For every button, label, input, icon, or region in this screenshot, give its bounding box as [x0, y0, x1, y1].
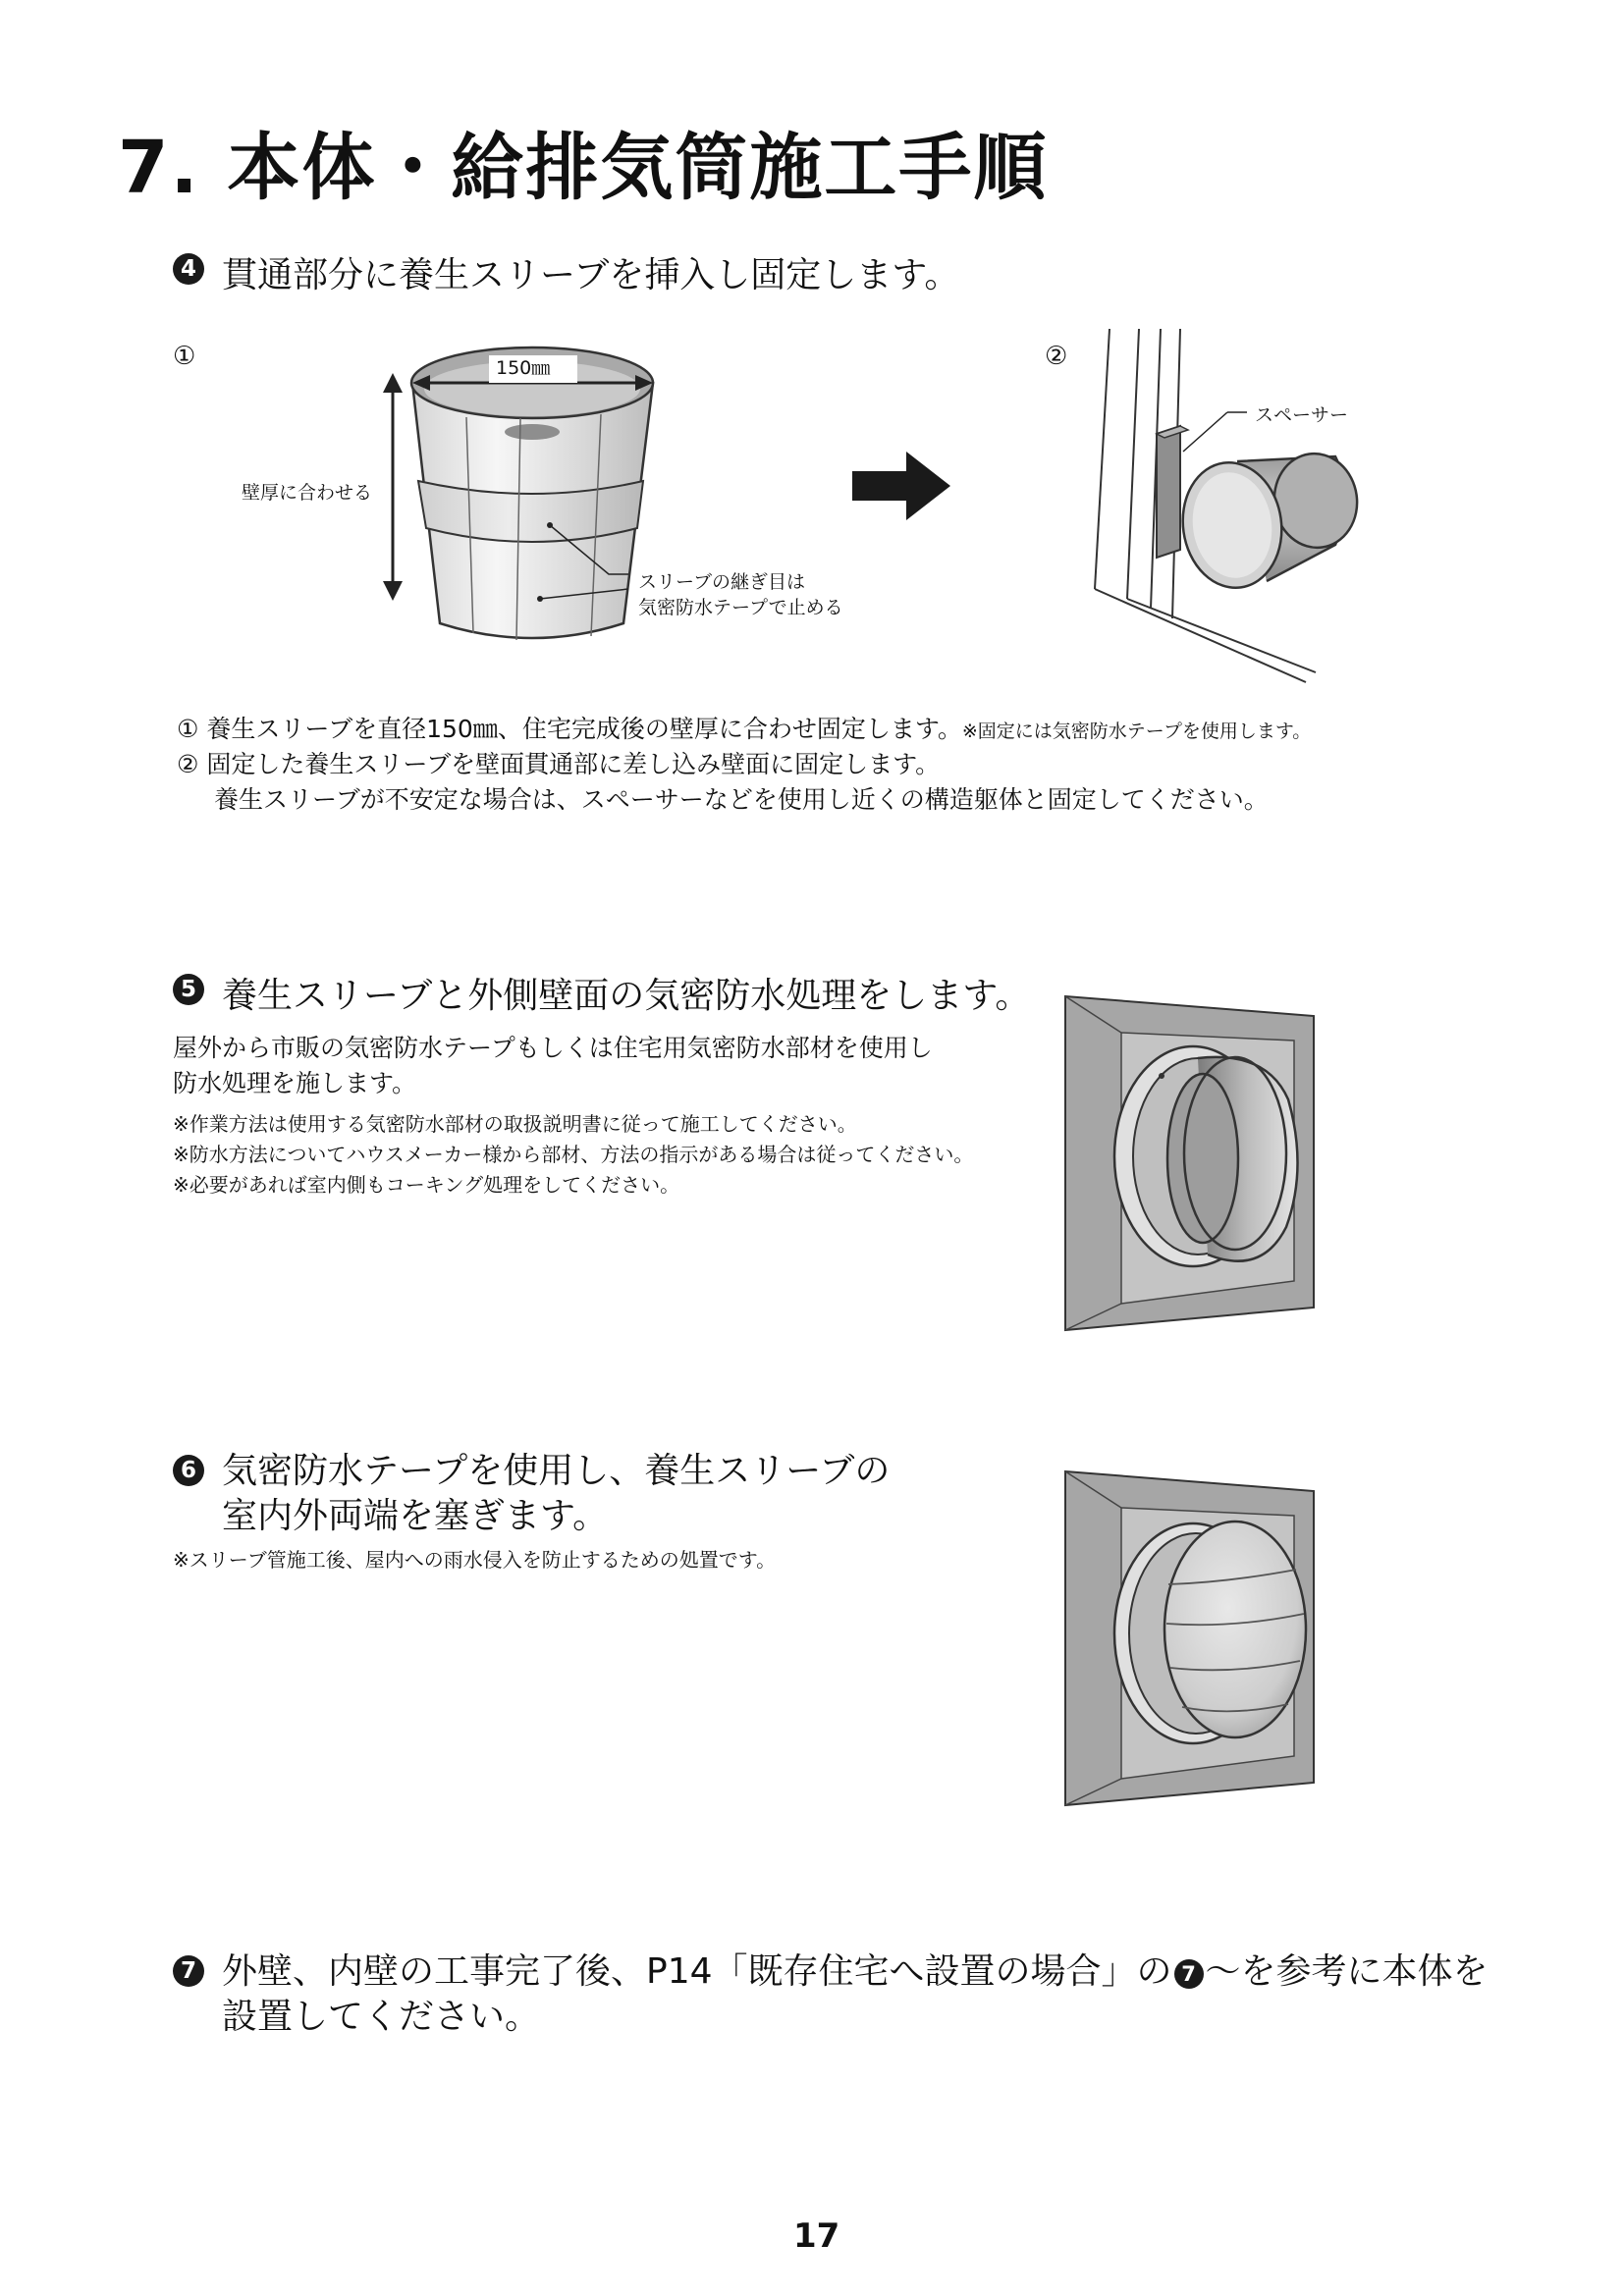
- step5-body-line: 防水処理を施します。: [173, 1069, 417, 1097]
- figure2-marker: ②: [1045, 342, 1068, 371]
- step5-heading-text: 養生スリーブと外側壁面の気密防水処理をします。: [222, 976, 1031, 1016]
- dimension-label: 150㎜: [496, 357, 551, 379]
- right-arrow-icon: [852, 452, 952, 520]
- note-text: 養生スリーブを直径150㎜、住宅完成後の壁厚に合わせ固定します。: [206, 715, 962, 743]
- wall-thickness-label: 壁厚に合わせる: [242, 482, 373, 504]
- note-small-text: ※固定には気密防水テープを使用します。: [961, 721, 1312, 742]
- step7-line1: [222, 1949, 1489, 1995]
- step7-heading: [173, 1949, 1489, 2040]
- step5-notes: [173, 1109, 973, 1201]
- step6-heading-line: 気密防水テープを使用し、養生スリーブの: [222, 1451, 891, 1491]
- step-number-badge: 6: [173, 1455, 204, 1486]
- step6-heading-line: 室内外両端を塞ぎます。: [222, 1496, 609, 1536]
- step6-heading: [173, 1449, 890, 1539]
- step6-note: ※スリーブ管施工後、屋内への雨水侵入を防止するための処置です。: [173, 1548, 777, 1572]
- step7-line1-text-b: ～を参考に本体を: [1205, 1951, 1489, 1992]
- seam-label-line1: スリーブの継ぎ目は: [638, 571, 806, 593]
- step5-note: ※防水方法についてハウスメーカー様から部材、方法の指示がある場合は従ってください。: [173, 1143, 974, 1166]
- sleeve-in-wall-illustration: [1070, 324, 1394, 687]
- note-text: 固定した養生スリーブを壁面貫通部に差し込み壁面に固定します。: [206, 750, 941, 778]
- step5-heading: [173, 968, 1030, 1018]
- step-reference-badge: 7: [1174, 1959, 1204, 1989]
- step4-heading: [173, 247, 959, 297]
- spacer-label: スペーサー: [1255, 404, 1349, 426]
- sleeve-exterior-illustration: [1060, 991, 1322, 1335]
- step-number-badge: 7: [173, 1955, 204, 1987]
- figure1-marker: ①: [173, 342, 196, 371]
- step4-note-3: [214, 782, 1269, 818]
- step4-note-2: [177, 747, 940, 782]
- note-marker: ①: [177, 715, 199, 743]
- step7-line1-text-a: 外壁、内壁の工事完了後、P14「既存住宅へ設置の場合」の: [222, 1951, 1172, 1992]
- step5-body: [173, 1031, 933, 1101]
- page-title: 7. 本体・給排気筒施工手順: [118, 126, 1049, 210]
- step4-note-1: [177, 712, 1311, 749]
- step4-heading-text: 貫通部分に養生スリーブを挿入し固定します。: [222, 255, 960, 295]
- sealed-sleeve-illustration: [1060, 1467, 1322, 1810]
- step-number-badge: 5: [173, 974, 204, 1005]
- note-marker: ②: [177, 750, 199, 778]
- step5-note: ※作業方法は使用する気密防水部材の取扱説明書に従って施工してください。: [173, 1112, 857, 1136]
- note-text: 養生スリーブが不安定な場合は、スペーサーなどを使用し近くの構造躯体と固定してください。: [214, 785, 1269, 814]
- seam-label-line2: 気密防水テープで止める: [638, 597, 843, 618]
- step7-line2: 設置してください。: [222, 1997, 541, 2037]
- step5-body-line: 屋外から市販の気密防水テープもしくは住宅用気密防水部材を使用し: [173, 1034, 933, 1062]
- page-number: 17: [793, 2216, 840, 2256]
- step-number-badge: 4: [173, 253, 204, 285]
- step5-note: ※必要があれば室内側もコーキング処理をしてください。: [173, 1173, 680, 1197]
